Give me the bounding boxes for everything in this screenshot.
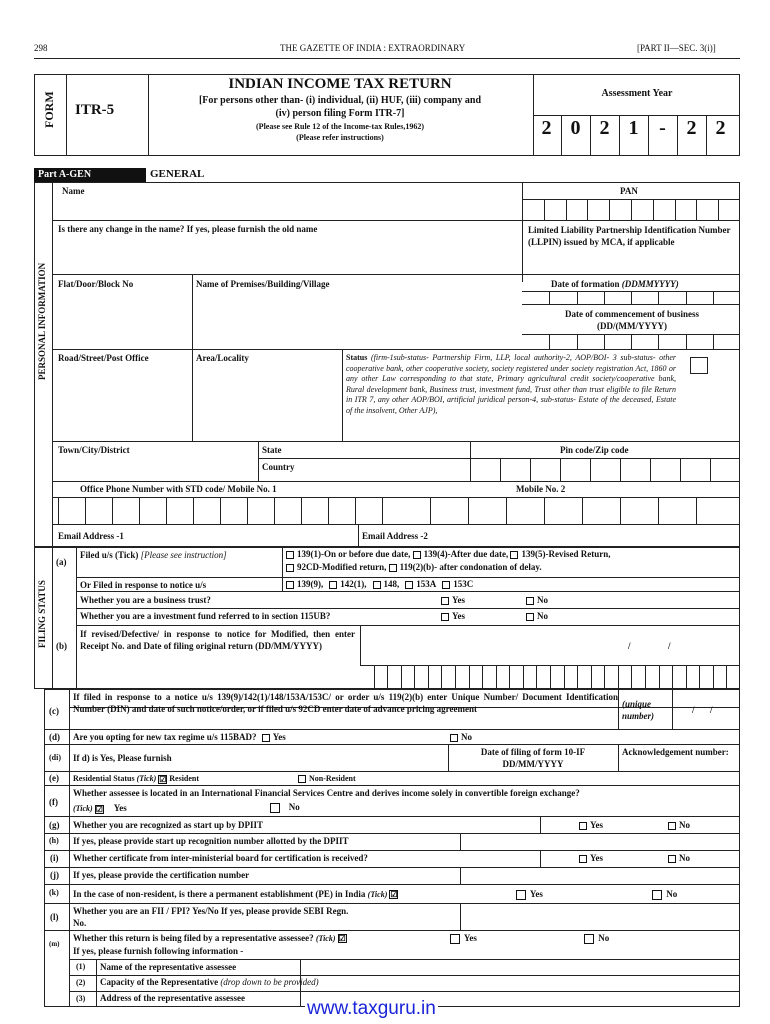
- filed-us-label: Filed u/s (Tick) [Please see instruction]: [80, 550, 227, 560]
- phone-cell-divider: [139, 497, 140, 524]
- phone-cell-divider: [506, 497, 507, 524]
- new-regime-no[interactable]: No: [450, 732, 472, 742]
- date-slash-1: /: [628, 641, 631, 651]
- personal-info-vertical: PERSONAL INFORMATION: [37, 262, 47, 380]
- date-formation-cell-divider: [549, 291, 550, 304]
- date-commencement-label: Date of commencement of business (DD/(MM/YYYY): [565, 309, 699, 331]
- town-label: Town/City/District: [58, 445, 130, 455]
- receipt-cell-divider: [469, 665, 470, 689]
- receipt-cell-divider: [523, 665, 524, 689]
- status-code-box[interactable]: [690, 357, 708, 374]
- pan-cell-divider: [631, 199, 632, 220]
- date-slash-3: /: [692, 705, 695, 715]
- item-h: (h): [49, 836, 59, 845]
- rep-address-label: Address of the representative assessee: [100, 993, 245, 1003]
- rep-1-no: (1): [76, 962, 86, 971]
- item-a: (a): [56, 557, 67, 567]
- phone-cell-divider: [582, 497, 583, 524]
- pan-cell-divider: [675, 199, 676, 220]
- business-trust-yes[interactable]: Yes: [441, 595, 465, 605]
- flat-label: Flat/Door/Block No: [58, 279, 134, 289]
- page-number: 298: [34, 43, 48, 53]
- pincode-cell-divider: [590, 458, 591, 481]
- notice-option[interactable]: 148,: [373, 579, 400, 589]
- pincode-cell-divider: [620, 458, 621, 481]
- phone-cell-divider: [355, 497, 356, 524]
- item-di-text: If d) is Yes, Please furnish: [73, 753, 172, 763]
- imb-no[interactable]: No: [668, 853, 690, 863]
- fii-question-line2: No.: [73, 918, 87, 928]
- phone-cell-divider: [220, 497, 221, 524]
- rep-3-no: (3): [76, 994, 86, 1003]
- pincode-cell-divider: [710, 458, 711, 481]
- phone-cell-divider: [166, 497, 167, 524]
- notice-option[interactable]: 139(9),: [286, 579, 323, 589]
- item-d: (d): [49, 732, 60, 742]
- receipt-cell-divider: [591, 665, 592, 689]
- mobile-2-label: Mobile No. 2: [516, 484, 566, 494]
- notice-option[interactable]: 153C: [442, 579, 473, 589]
- assessment-year-digit: 1: [628, 117, 639, 139]
- phone-cell-divider: [85, 497, 86, 524]
- ifsc-question: Whether assessee is located in an International Financial Services Centre and derives income solely in convertible foreign exchange?: [73, 788, 580, 798]
- date-formation-cell-divider: [658, 291, 659, 304]
- receipt-cell-divider: [604, 665, 605, 689]
- receipt-cell-divider: [428, 665, 429, 689]
- new-regime-label: Are you opting for new tax regime u/s 115BAD? Yes: [73, 732, 286, 742]
- filing-status-vertical: FILING STATUS: [37, 580, 47, 648]
- phone-cell-divider: [430, 497, 431, 524]
- receipt-cell-divider: [441, 665, 442, 689]
- date-commencement-cell-divider: [604, 334, 605, 349]
- representative-question: Whether this return is being filed by a representative assessee? (Tick) ☑: [73, 933, 346, 944]
- year-cell-divider: [619, 115, 620, 156]
- part-a-gen-label: Part A-GEN: [34, 168, 146, 182]
- ifsc-yes[interactable]: (Tick) ☑ Yes: [73, 803, 127, 814]
- assessment-year-digit: 2: [686, 117, 697, 139]
- date-slash-4: /: [710, 705, 713, 715]
- year-cell-divider: [648, 115, 649, 156]
- investment-fund-label: Whether you are a investment fund referred to in section 115UB?: [80, 611, 331, 621]
- receipt-cell-divider: [550, 665, 551, 689]
- acknowledgement-label: Acknowledgement number:: [622, 747, 729, 757]
- pan-cell-divider: [653, 199, 654, 220]
- phone-cell-divider: [696, 497, 697, 524]
- form-code: ITR-5: [75, 102, 115, 118]
- assessment-year-digit: 2: [541, 117, 552, 139]
- pincode-cell-divider: [500, 458, 501, 481]
- gazette-part: [PART II—SEC. 3(i)]: [637, 43, 716, 53]
- non-resident-option[interactable]: Non-Resident: [298, 774, 356, 783]
- llpin-label: Limited Liability Partnership Identification Number (LLPIN) issued by MCA, if applicable: [528, 225, 731, 247]
- receipt-cell-divider: [455, 665, 456, 689]
- rep-capacity-label: Capacity of the Representative (drop down to be provided): [100, 977, 319, 987]
- date-slash-2: /: [668, 641, 671, 651]
- investment-fund-no[interactable]: No: [526, 611, 548, 621]
- phone-cell-divider: [468, 497, 469, 524]
- instructions-note: (Please refer instructions): [296, 133, 384, 142]
- item-c: (c): [49, 706, 59, 716]
- pan-cell-divider: [609, 199, 610, 220]
- phone-cell-divider: [247, 497, 248, 524]
- form-subtitle-1: [For persons other than- (i) individual, (ii) HUF, (iii) company and: [198, 95, 482, 106]
- business-trust-label: Whether you are a business trust?: [80, 595, 211, 605]
- receipt-cell-divider: [482, 665, 483, 689]
- receipt-cell-divider: [536, 665, 537, 689]
- country-label: Country: [262, 462, 295, 472]
- filing-section-options-2[interactable]: 92CD-Modified return, 119(2)(b)- after condonation of delay.: [286, 562, 542, 572]
- representative-info-label: If yes, please furnish following information -: [73, 946, 244, 956]
- receipt-cell-divider: [659, 665, 660, 689]
- status-description: Status (firm-1sub-status- Partnership Firm, LLP, local authority-2, AOP/BOI- 3 sub-status- other cooperative bank, other cooperative society, society registered under society registration Act, 1860 or any other Law corresponding to that state, Primary agricultural credit society/cooperative bank, Rural development bank, Business trust, investment fund, Trust other than trust eligible to file Return in ITR 7, any other AOP/BOI, artificial juridical person-4, sub-status- Estate of the deceased, Estate of the insolvent, Other AJP),: [346, 353, 677, 415]
- item-f: (f): [49, 797, 58, 807]
- form-subtitle-2: (iv) person filing Form ITR-7]: [275, 108, 405, 119]
- year-cell-divider: [561, 115, 562, 156]
- year-cell-divider: [590, 115, 591, 156]
- receipt-cell-divider: [699, 665, 700, 689]
- receipt-cell-divider: [645, 665, 646, 689]
- startup-no[interactable]: No: [668, 820, 690, 830]
- rep-name-label: Name of the representative assessee: [100, 962, 237, 972]
- pan-cell-divider: [587, 199, 588, 220]
- phone-cell-divider: [193, 497, 194, 524]
- receipt-cell-divider: [577, 665, 578, 689]
- item-b: (b): [56, 641, 67, 651]
- phone-cell-divider: [274, 497, 275, 524]
- pe-question: In the case of non-resident, is there a permanent establishment (PE) in India (Tick) ☑: [73, 889, 398, 900]
- year-cell-divider: [706, 115, 707, 156]
- receipt-cell-divider: [686, 665, 687, 689]
- item-c-text: If filed in response to a notice u/s 139(9)/142(1)/148/153A/153C/ or order u/s 119(2)(b) enter Unique Number/ Document Identification Number (DIN) and date of such notice/order, or if filed u/s 92CD enter date of advance pricing agreement: [73, 692, 618, 714]
- phone-cell-divider: [301, 497, 302, 524]
- assessment-year-digit: 0: [570, 117, 581, 139]
- assessment-year-digit: -: [659, 117, 666, 139]
- residential-status[interactable]: Residential Status (Tick) ☑ Resident: [73, 774, 200, 784]
- phone-cell-divider: [112, 497, 113, 524]
- revised-return-label: If revised/Defective/ in response to notice for Modified, then enter Receipt No. and Date of filing original return (DD/MM/YYYY): [80, 629, 355, 651]
- email-1-label: Email Address -1: [58, 531, 124, 541]
- date-formation-cell-divider: [604, 291, 605, 304]
- receipt-cell-divider: [618, 665, 619, 689]
- general-heading: GENERAL: [150, 168, 205, 180]
- receipt-cell-divider: [374, 665, 375, 689]
- representative-no[interactable]: No: [582, 933, 609, 944]
- notice-option[interactable]: 142(1),: [329, 579, 366, 589]
- phone-cell-divider: [544, 497, 545, 524]
- pan-cell-divider: [544, 199, 545, 220]
- item-i: (i): [50, 853, 59, 863]
- pincode-cell-divider: [680, 458, 681, 481]
- imb-certificate-question: Whether certificate from inter-ministerial board for certification is received?: [73, 853, 368, 863]
- assessment-year-digit: 2: [599, 117, 610, 139]
- item-m: (m): [49, 940, 60, 948]
- receipt-cell-divider: [414, 665, 415, 689]
- date-commencement-cell-divider: [577, 334, 578, 349]
- date-formation-cell-divider: [577, 291, 578, 304]
- item-g: (g): [49, 820, 60, 830]
- gazette-title: THE GAZETTE OF INDIA : EXTRAORDINARY: [280, 43, 466, 53]
- date-commencement-cell-divider: [549, 334, 550, 349]
- date-commencement-cell-divider: [658, 334, 659, 349]
- phone-cell-divider: [328, 497, 329, 524]
- startup-number-label: If yes, please provide start up recognition number allotted by the DPIIT: [73, 836, 349, 846]
- item-e: (e): [49, 773, 59, 783]
- receipt-cell-divider: [713, 665, 714, 689]
- certification-number-label: If yes, please provide the certification number: [73, 870, 250, 880]
- ifsc-no[interactable]: No: [268, 802, 300, 813]
- representative-yes[interactable]: Yes: [448, 933, 477, 944]
- phone-cell-divider: [58, 497, 59, 524]
- pan-cell-divider: [696, 199, 697, 220]
- road-label: Road/Street/Post Office: [58, 353, 149, 363]
- receipt-cell-divider: [564, 665, 565, 689]
- date-formation-cell-divider: [713, 291, 714, 304]
- date-commencement-cell-divider: [686, 334, 687, 349]
- investment-fund-yes[interactable]: Yes: [441, 611, 465, 621]
- imb-yes[interactable]: Yes: [579, 853, 603, 863]
- watermark: www.taxguru.in: [307, 998, 436, 1019]
- pincode-cell-divider: [560, 458, 561, 481]
- assessment-year-digit: 2: [715, 117, 726, 139]
- form-title: INDIAN INCOME TAX RETURN: [228, 76, 452, 92]
- item-l: (l): [50, 912, 59, 922]
- receipt-cell-divider: [726, 665, 727, 689]
- date-commencement-cell-divider: [631, 334, 632, 349]
- phone-cell-divider: [382, 497, 383, 524]
- rule-note: (Please see Rule 12 of the Income-tax Rules,1962): [256, 122, 424, 131]
- item-di: (di): [49, 753, 61, 762]
- assessment-year-label: Assessment Year: [601, 88, 673, 99]
- name-label: Name: [62, 186, 85, 196]
- state-label: State: [262, 445, 282, 455]
- phone-cell-divider: [620, 497, 621, 524]
- filing-section-options-1[interactable]: 139(1)-On or before due date, 139(4)-After due date, 139(5)-Revised Return,: [286, 549, 610, 559]
- date-formation-cell-divider: [686, 291, 687, 304]
- item-k: (k): [49, 888, 59, 897]
- unique-number-label: (unique number): [622, 699, 655, 721]
- pincode-label: Pin code/Zip code: [560, 445, 629, 455]
- date-commencement-cell-divider: [713, 334, 714, 349]
- business-trust-no[interactable]: No: [526, 595, 548, 605]
- email-2-label: Email Address -2: [362, 531, 428, 541]
- premises-label: Name of Premises/Building/Village: [196, 279, 330, 289]
- phone-cell-divider: [658, 497, 659, 524]
- pan-cell-divider: [718, 199, 719, 220]
- area-label: Area/Locality: [196, 353, 249, 363]
- pe-yes[interactable]: Yes: [514, 889, 543, 900]
- receipt-cell-divider: [631, 665, 632, 689]
- fii-question: Whether you are an FII / FPI? Yes/No If yes, please provide SEBI Regn.: [73, 906, 349, 916]
- form-10if-date-label: Date of filing of form 10-IF DD/MM/YYYY: [480, 747, 586, 769]
- pan-label: PAN: [620, 186, 638, 196]
- item-j: (j): [50, 870, 59, 880]
- office-phone-label: Office Phone Number with STD code/ Mobile No. 1: [80, 484, 277, 494]
- pincode-cell-divider: [530, 458, 531, 481]
- notice-option[interactable]: 153A: [405, 579, 436, 589]
- pe-no[interactable]: No: [650, 889, 677, 900]
- startup-yes[interactable]: Yes: [579, 820, 603, 830]
- receipt-cell-divider: [509, 665, 510, 689]
- receipt-cell-divider: [387, 665, 388, 689]
- rep-2-no: (2): [76, 978, 86, 987]
- notice-options[interactable]: [286, 579, 479, 589]
- or-filed-label: Or Filed in response to notice u/s: [80, 580, 207, 590]
- name-change-label: Is there any change in the name? If yes, please furnish the old name: [58, 224, 318, 234]
- pincode-cell-divider: [650, 458, 651, 481]
- receipt-cell-divider: [672, 665, 673, 689]
- receipt-cell-divider: [496, 665, 497, 689]
- startup-question: Whether you are recognized as start up by DPIIT: [73, 820, 263, 830]
- year-cell-divider: [677, 115, 678, 156]
- receipt-cell-divider: [401, 665, 402, 689]
- form-vertical-label: FORM: [42, 91, 56, 128]
- date-formation-cell-divider: [631, 291, 632, 304]
- pan-cell-divider: [566, 199, 567, 220]
- date-formation-label: Date of formation (DDMMYYYY): [551, 279, 679, 289]
